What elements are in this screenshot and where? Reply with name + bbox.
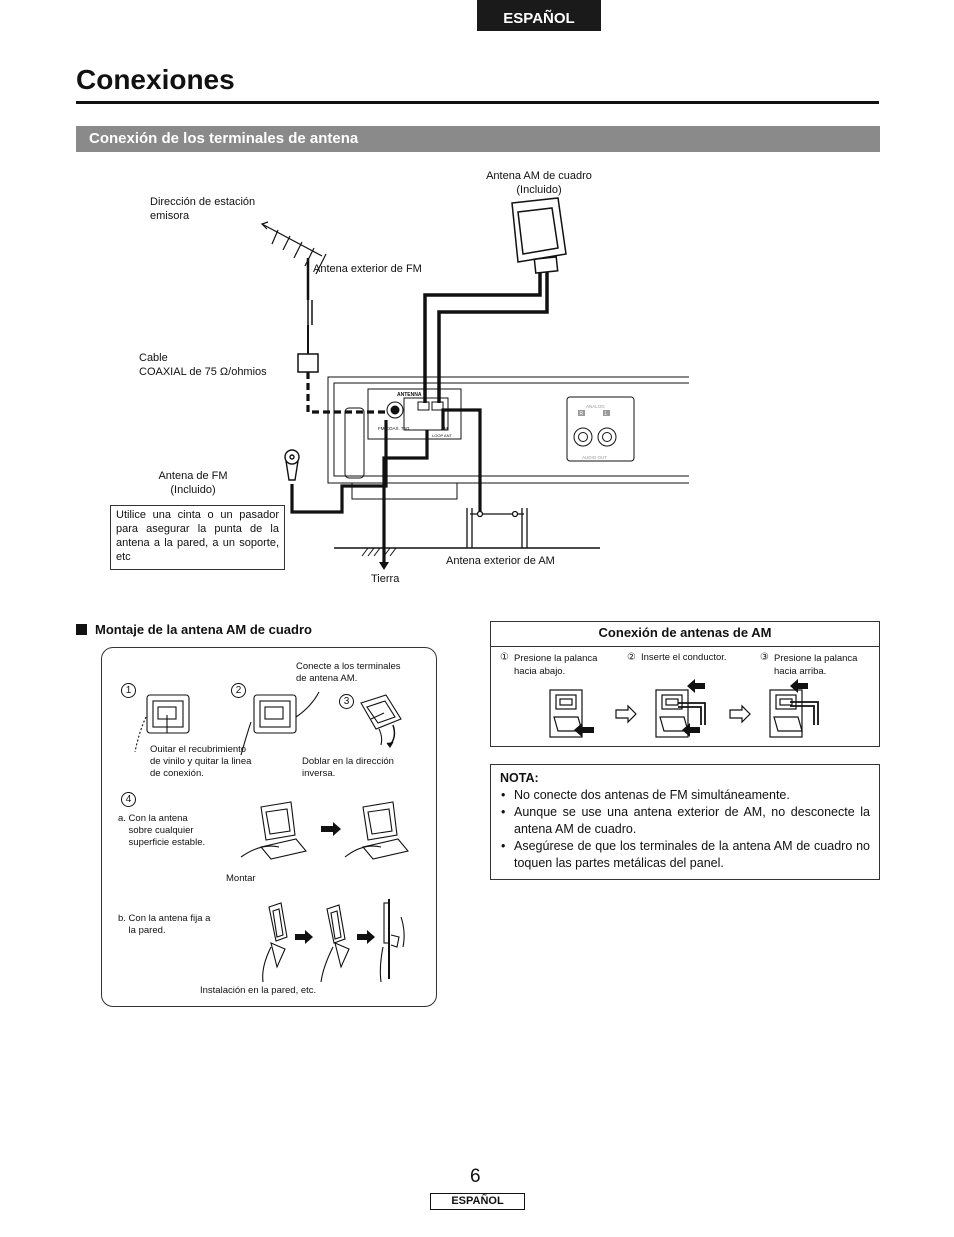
arrow-left-icon — [790, 679, 808, 693]
am-step-1-text: Presione la palanca hacia abajo. — [514, 653, 598, 677]
arrow-right-icon — [357, 930, 375, 944]
page-title: Conexiones — [76, 64, 235, 95]
panel-fm-text: FM COAX. 75Ω — [378, 426, 410, 431]
ground-label: Tierra — [371, 573, 400, 585]
am-step-2-text: Inserte el conductor. — [641, 652, 727, 663]
arrow-left-icon — [574, 723, 594, 737]
rear-panel — [328, 377, 689, 499]
panel-am-text: AM — [441, 426, 448, 431]
loop-bent-icon — [361, 695, 401, 745]
am-step-2-num: ② — [627, 652, 636, 663]
coax-cable — [308, 372, 386, 412]
fm-outdoor-antenna-icon — [262, 222, 326, 372]
loop-stand-b-icon — [345, 802, 408, 859]
remove-vinyl-label: Ouitar el recubrimiento de vinilo y quitar la linea de conexión. — [150, 744, 252, 779]
panel-analog-text: ANALOG — [586, 404, 605, 409]
panel-loop-text: LOOP ANT. — [432, 433, 453, 438]
outline-arrow-icon — [730, 706, 750, 722]
bend-label: Doblar en la dirección inversa. — [302, 756, 394, 779]
arrow-left-icon — [687, 679, 705, 693]
wall-install-label: Instalación en la pared, etc. — [200, 985, 317, 996]
loop-wall-a-icon — [263, 903, 287, 982]
bullet-square-icon — [76, 624, 87, 635]
panel-r-text: R — [579, 411, 584, 417]
nota-title: NOTA: — [500, 771, 539, 785]
am-step-3-num: ③ — [760, 652, 769, 663]
panel-antenna-text: ANTENNA — [397, 392, 422, 398]
am-outdoor-label: Antena exterior de AM — [446, 555, 555, 567]
nota-item: • Aunque se use una antena exterior de AM, no desconecte la antena AM de cuadro. — [500, 804, 870, 838]
loop-with-wire-icon — [241, 692, 319, 755]
fm-included-label: Antena de FM (Incluido) — [158, 470, 228, 496]
panel-l-text: L — [604, 411, 608, 417]
nota-item: • Asegúrese de que los terminales de la antena AM de cuadro no toquen las partes metálicas del panel. — [500, 838, 870, 872]
step-3-marker: 3 — [339, 694, 354, 709]
panel-audio-out-text: AUDIO OUT — [582, 455, 608, 460]
nota-list — [500, 787, 870, 872]
arrow-right-icon — [321, 822, 341, 836]
nota-box — [490, 764, 880, 880]
page-number: 6 — [470, 1166, 481, 1187]
tape-note-box: Utilice una cinta o un pasador para asegurar la punta de la antena a la pared, a un soporte, etc — [110, 505, 285, 570]
coax-cable-label: Cable COAXIAL de 75 Ω/ohmios — [139, 352, 267, 378]
direction-label: Dirección de estación emisora — [150, 196, 256, 222]
terminal-press-up-icon — [770, 690, 818, 737]
loop-stand-a-icon — [241, 802, 306, 859]
loop-wall-b-icon — [321, 905, 349, 982]
mounting-heading: Montaje de la antena AM de cuadro — [76, 622, 312, 637]
am-connection-heading: Conexión de antenas de AM — [490, 621, 880, 647]
loop-wall-c-icon — [380, 899, 404, 982]
am-step-1-num: ① — [500, 652, 509, 663]
footer-language-tab: ESPAÑOL — [430, 1193, 525, 1210]
step-4-marker: 4 — [121, 792, 136, 807]
mount-label: Montar — [226, 873, 256, 884]
connect-terminals-label: Conecte a los terminales de antena AM. — [296, 661, 401, 684]
fm-outdoor-label: Antena exterior de FM — [313, 263, 422, 275]
arrow-right-icon — [295, 930, 313, 944]
am-loop-antenna-icon — [512, 198, 566, 273]
stable-surface-label: a. Con la antena sobre cualquier superficie estable. — [118, 813, 206, 848]
language-tab: ESPAÑOL — [477, 0, 601, 31]
arrow-left-icon — [682, 723, 700, 737]
am-step-3-text: Presione la palanca hacia arriba. — [774, 653, 858, 677]
outline-arrow-icon — [616, 706, 636, 722]
wall-mount-label: b. Con la antena fija a la pared. — [118, 913, 211, 936]
am-loop-label: Antena AM de cuadro (Incluido) — [486, 170, 592, 196]
am-outdoor-antenna-icon — [467, 508, 527, 548]
section-heading: Conexión de los terminales de antena — [76, 126, 880, 152]
nota-item: • No conecte dos antenas de FM simultáneamente. — [500, 787, 870, 804]
step-2-marker: 2 — [231, 683, 246, 698]
step-1-marker: 1 — [121, 683, 136, 698]
am-terminal-steps-illustration — [490, 675, 880, 745]
fm-indoor-antenna-icon — [285, 450, 299, 480]
